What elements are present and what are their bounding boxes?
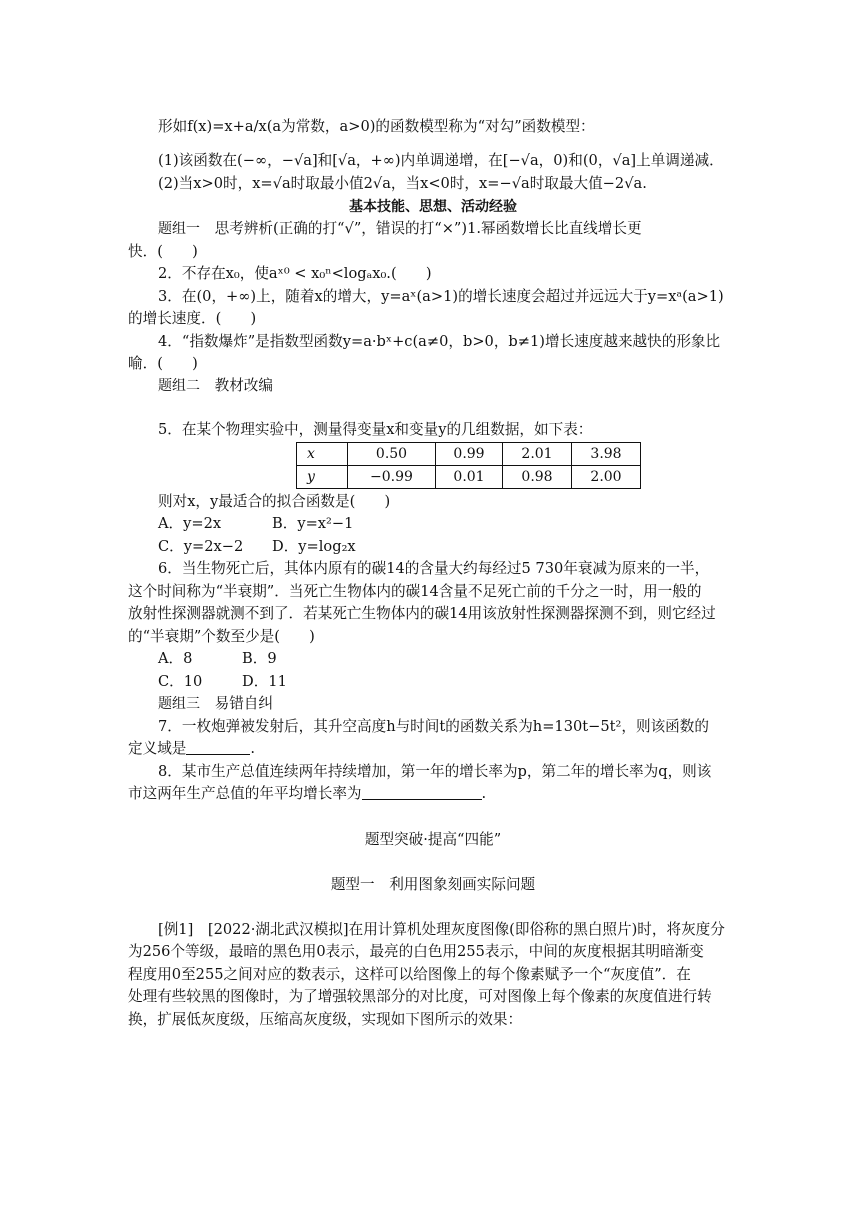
example-line5: 换，扩展低灰度级，压缩高灰度级，实现如下图所示的效果： [128,1011,523,1028]
question-7-line2: 定义域是 . [128,740,256,757]
answer-blank-8[interactable] [362,785,482,800]
question-3-line2: 的增长速度．( ) [128,310,257,327]
group2-header [158,376,738,396]
question-6-line3: 放射性探测器就测不到了．若某死亡生物体内的碳14用该放射性探测器探测不到，则它经过 [128,605,716,622]
table-cell: 2.01 [503,443,572,466]
question-4-line1: 4．“指数爆炸”是指数型函数y=a·bˣ+c(a≠0，b>0，b≠1)增长速度越来越快的形象比 [158,333,721,350]
question-8-line1: 8．某市生产总值连续两年持续增加，第一年的增长率为p，第二年的增长率为q，则该 [158,763,712,780]
table-cell: 2.00 [572,466,641,489]
section-title: 基本技能、思想、活动经验 [349,199,517,215]
table-cell: 0.01 [436,466,503,489]
model-definition: 形如f(x)=x+a/x(a为常数，a>0)的函数模型称为“对勾”函数模型： [158,118,595,135]
data-table [296,442,641,489]
q6-option-c: C．10 [158,673,203,690]
table-cell: 3.98 [572,443,641,466]
table-cell: 0.99 [436,443,503,466]
question-1-continued: 快．( ) [128,243,198,260]
question-4-line2: 喻．( ) [128,355,198,372]
question-3-line1: 3．在(0，+∞)上，随着x的增大，y=aˣ(a>1)的增长速度会超过并远远大于y=xᵃ(a>1) [158,288,724,305]
part-title: 题型突破·提高“四能” [364,831,502,848]
question-7-text: 定义域是 [128,740,187,757]
answer-blank-7[interactable] [186,740,250,755]
question-5-ask: 则对x，y最适合的拟合函数是( ) [158,493,391,510]
group1-header [158,219,738,239]
group1-title: 思考辨析(正确的打“√”，错误的打“×”)1.幂函数增长比直线增长更 [214,220,642,237]
q6-option-a: A．8 [158,650,193,667]
question-2: 2．不存在x₀，使aˣ⁰ < x₀ⁿ<logₐx₀.( ) [158,265,432,282]
q5-option-a: A．y=2x [158,515,222,532]
question-5-stem: 5．在某个物理实验中，测量得变量x和变量y的几组数据，如下表： [158,421,593,438]
q6-option-b: B．9 [242,650,277,667]
table-cell: 0.98 [503,466,572,489]
example-text: [2022·湖北武汉模拟]在用计算机处理灰度图像(即俗称的黑白照片)时，将灰度分 [207,921,725,938]
group3-header [158,694,738,714]
example-label: [例1] [158,921,194,938]
group3-label: 题组三 [158,696,200,712]
table-row-y [297,466,641,489]
model-property-1: (1)该函数在(−∞，−√a]和[√a，+∞)内单调递增，在[−√a，0)和(0，√a]上单调递减． [158,152,724,169]
example-line4: 处理有些较黑的图像时，为了增强较黑部分的对比度，可对图像上每个像素的灰度值进行转 [128,988,712,1005]
group2-label: 题组二 [158,378,200,394]
group2-title: 教材改编 [214,377,273,394]
type-title: 题型一 利用图象刻画实际问题 [330,876,536,893]
table-cell: −0.99 [348,466,436,489]
question-6-line2: 这个时间称为“半衰期”．当死亡生物体内的碳14含量不足死亡前的千分之一时，用一般的 [128,583,702,600]
group1-label: 题组一 [158,221,200,237]
example-line1 [158,920,738,940]
question-8-text: 市这两年生产总值的年平均增长率为 [128,785,362,802]
q6-option-d: D．11 [242,673,287,690]
question-6-line4: 的“半衰期”个数至少是( ) [128,628,315,645]
model-property-2: (2)当x>0时，x=√a时取最小值2√a，当x<0时，x=−√a时取最大值−2√a. [158,175,647,192]
q5-option-c: C．y=2x−2 [158,538,244,555]
table-header-y: y [297,466,348,489]
question-7-line1: 7．一枚炮弹被发射后，其升空高度h与时间t的函数关系为h=130t−5t²，则该函数的 [158,718,709,735]
question-8-line2: 市这两年生产总值的年平均增长率为 . [128,785,487,802]
question-6-line1: 6．当生物死亡后，其体内原有的碳14的含量大约每经过5 730年衰减为原来的一半， [158,560,710,577]
group3-title: 易错自纠 [214,695,273,712]
example-line2: 为256个等级，最暗的黑色用0表示，最亮的白色用255表示，中间的灰度根据其明暗渐变 [128,943,704,960]
q5-option-d: D．y=log₂x [272,538,356,555]
table-header-x: x [297,443,348,466]
table-cell: 0.50 [348,443,436,466]
q5-option-b: B．y=x²−1 [272,515,354,532]
table-row-x [297,443,641,466]
example-line3: 程度用0至255之间对应的数表示，这样可以给图像上的每个像素赋予一个“灰度值”．在 [128,966,691,983]
